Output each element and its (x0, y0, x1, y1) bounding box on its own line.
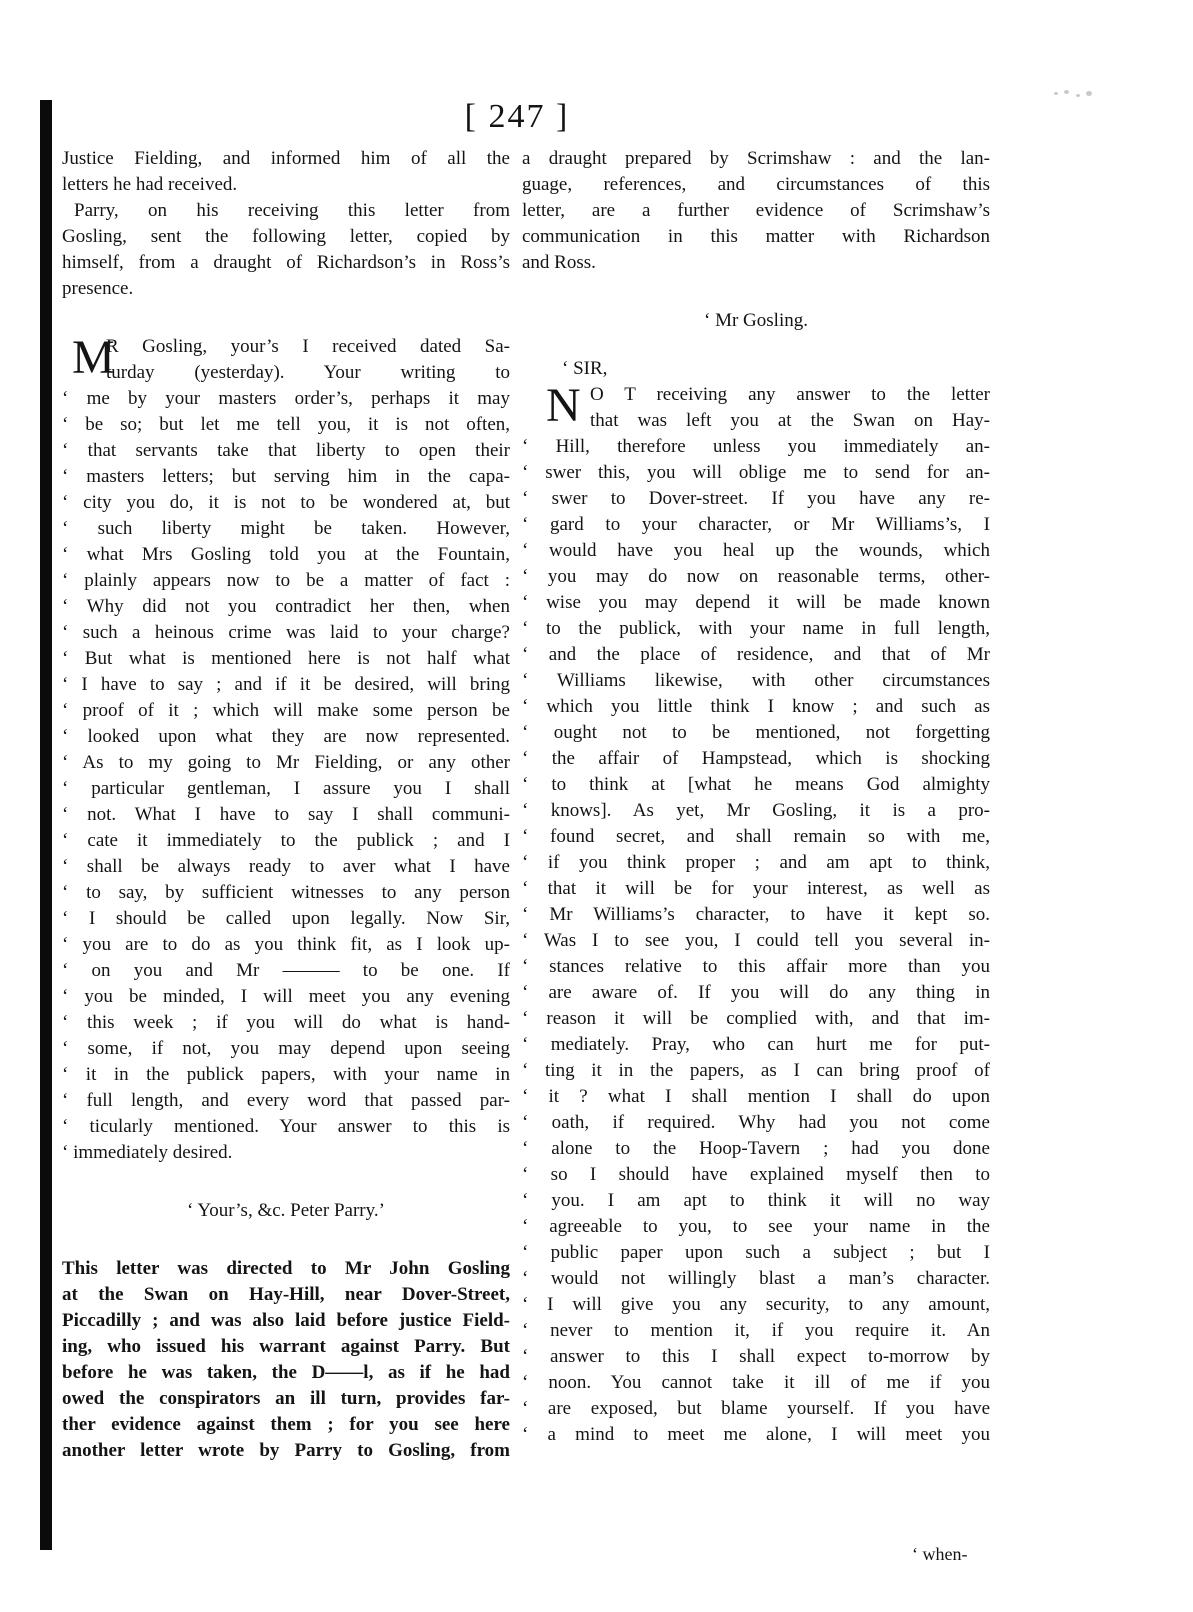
letter-greeting: ‘ SIR, (562, 358, 608, 379)
text-line: Gosling, sent the following letter, copied by (62, 226, 510, 247)
text-line: ‘ swer to Dover-street. If you have any re- (522, 488, 990, 509)
text-line: ing, who issued his warrant against Parry. But (62, 1336, 510, 1357)
text-line: ‘ shall be always ready to aver what I have (62, 856, 510, 877)
text-line: ‘ Why did not you contradict her then, when (62, 596, 510, 617)
text-line: ‘ what Mrs Gosling told you at the Fountain, (62, 544, 510, 565)
text-line: ‘ so I should have explained myself then to (522, 1164, 990, 1185)
text-line: ‘ would not willingly blast a man’s character. (522, 1268, 990, 1289)
text-line: letter, are a further evidence of Scrimshaw’s (522, 200, 990, 221)
text-line: ther evidence against them ; for you see here (62, 1414, 510, 1435)
text-line: ‘ As to my going to Mr Fielding, or any other (62, 752, 510, 773)
text-line: ‘ this week ; if you will do what is hand- (62, 1012, 510, 1033)
text-line: at the Swan on Hay-Hill, near Dover-Street, (62, 1284, 510, 1305)
text-line: Parry, on his receiving this letter from (74, 200, 510, 221)
text-line: ‘ ticularly mentioned. Your answer to this is (62, 1116, 510, 1137)
text-line: ‘ if you think proper ; and am apt to think, (522, 852, 990, 873)
text-line: ‘ mediately. Pray, who can hurt me for put- (522, 1034, 990, 1055)
text-line: O T receiving any answer to the letter (590, 384, 990, 405)
catchword: ‘ when- (912, 1544, 968, 1564)
text-line: ‘ ought not to be mentioned, not forgetting (522, 722, 990, 743)
text-line: ‘ agreeable to you, to see your name in the (522, 1216, 990, 1237)
corner-smudge (1050, 88, 1098, 104)
text-line: ‘ it ? what I shall mention I shall do upon (522, 1086, 990, 1107)
text-line: ‘ such liberty might be taken. However, (62, 518, 510, 539)
text-line: communication in this matter with Richardson (522, 226, 990, 247)
text-line: ‘ and the place of residence, and that of Mr (522, 644, 990, 665)
text-line: R Gosling, your’s I received dated Sa- (106, 336, 510, 357)
text-line: and Ross. (522, 252, 596, 273)
text-line: letters he had received. (62, 174, 238, 195)
text-line: ‘ not. What I have to say I shall communi- (62, 804, 510, 825)
text-line: ‘ I have to say ; and if it be desired, will bring (62, 674, 510, 695)
text-line: ‘ cate it immediately to the publick ; and I (62, 830, 510, 851)
text-line: ‘ to the publick, with your name in full length, (522, 618, 990, 639)
text-line: ‘ a mind to meet me alone, I will meet you (522, 1424, 990, 1445)
text-line: ‘ are exposed, but blame yourself. If you have (522, 1398, 990, 1419)
text-line: ‘ on you and Mr ——— to be one. If (62, 960, 510, 981)
text-line: ‘ I will give you any security, to any amount, (522, 1294, 990, 1315)
text-line: himself, from a draught of Richardson’s in Ross’s (62, 252, 510, 273)
text-line: ‘ public paper upon such a subject ; but I (522, 1242, 990, 1263)
binding-edge (40, 100, 52, 1550)
text-line: ‘ city you do, it is not to be wondered at, but (62, 492, 510, 513)
text-line: guage, references, and circumstances of this (522, 174, 990, 195)
text-line: ‘ to think at [what he means God almighty (522, 774, 990, 795)
letter-opening (522, 379, 990, 434)
text-line: ‘ you are to do as you think fit, as I look up- (62, 934, 510, 955)
text-line: ‘ you may do now on reasonable terms, other- (522, 566, 990, 587)
text-line: ‘ Mr Williams’s character, to have it kept so. (522, 904, 990, 925)
text-line: ‘ swer this, you will oblige me to send for an- (522, 462, 990, 483)
text-line: another letter wrote by Parry to Gosling, from (62, 1440, 510, 1461)
text-line: ‘ reason it will be complied with, and that im- (522, 1008, 990, 1029)
text-line: before he was taken, the D——l, as if he had (62, 1362, 510, 1383)
text-line: that was left you at the Swan on Hay- (590, 410, 990, 431)
text-line: ‘ noon. You cannot take it ill of me if you (522, 1372, 990, 1393)
text-line: ‘ ting it in the papers, as I can bring proof of (522, 1060, 990, 1081)
text-line: ‘ would have you heal up the wounds, which (522, 540, 990, 561)
letter-opening (62, 331, 510, 386)
text-line: ‘ the affair of Hampstead, which is shocking (522, 748, 990, 769)
drop-cap: M (72, 331, 115, 384)
text-line: turday (yesterday). Your writing to (106, 362, 510, 383)
text-line: ‘ be so; but let me tell you, it is not often, (62, 414, 510, 435)
text-line: ‘ to say, by sufficient witnesses to any person (62, 882, 510, 903)
text-line: ‘ you. I am apt to think it will no way (522, 1190, 990, 1211)
right-column (522, 146, 990, 1448)
text-line: ‘ you be minded, I will meet you any evening (62, 986, 510, 1007)
text-line: ‘ But what is mentioned here is not half what (62, 648, 510, 669)
text-line: ‘ full length, and every word that passed par- (62, 1090, 510, 1111)
letter-salutation: ‘ Mr Gosling. (704, 310, 808, 331)
text-line: Justice Fielding, and informed him of all the (62, 148, 510, 169)
text-line: ‘ Williams likewise, with other circumstances (522, 670, 990, 691)
text-line: ‘ Was I to see you, I could tell you several in- (522, 930, 990, 951)
text-line: ‘ that it will be for your interest, as well as (522, 878, 990, 899)
text-line: ‘ masters letters; but serving him in the capa- (62, 466, 510, 487)
text-line: ‘ alone to the Hoop-Tavern ; had you done (522, 1138, 990, 1159)
page-number: [ 247 ] (464, 98, 570, 135)
text-line: ‘ some, if not, you may depend upon seeing (62, 1038, 510, 1059)
text-line: presence. (62, 278, 134, 299)
text-line: ‘ it in the publick papers, with your name in (62, 1064, 510, 1085)
text-line: ‘ proof of it ; which will make some person be (62, 700, 510, 721)
text-line: ‘ particular gentleman, I assure you I shall (62, 778, 510, 799)
text-line: ‘ Hill, therefore unless you immediately an- (522, 436, 990, 457)
text-line: ‘ stances relative to this affair more than you (522, 956, 990, 977)
text-line: ‘ are aware of. If you will do any thing in (522, 982, 990, 1003)
text-line: ‘ such a heinous crime was laid to your charge? (62, 622, 510, 643)
text-line: ‘ knows]. As yet, Mr Gosling, it is a pro- (522, 800, 990, 821)
letter-signature: ‘ Your’s, &c. Peter Parry.’ (187, 1200, 385, 1221)
text-line: ‘ gard to your character, or Mr Williams’s, I (522, 514, 990, 535)
text-line: ‘ me by your masters order’s, perhaps it may (62, 388, 510, 409)
text-line: This letter was directed to Mr John Gosling (62, 1258, 510, 1279)
text-line: ‘ answer to this I shall expect to-morrow by (522, 1346, 990, 1367)
text-line: ‘ found secret, and shall remain so with me, (522, 826, 990, 847)
text-line: ‘ wise you may depend it will be made known (522, 592, 990, 613)
left-column (62, 146, 510, 1464)
text-line: ‘ I should be called upon legally. Now Sir, (62, 908, 510, 929)
text-line: Piccadilly ; and was also laid before justice Field- (62, 1310, 510, 1331)
text-line: ‘ that servants take that liberty to open their (62, 440, 510, 461)
text-line: ‘ which you little think I know ; and such as (522, 696, 990, 717)
text-line: ‘ looked upon what they are now represented. (62, 726, 510, 747)
text-line: ‘ immediately desired. (62, 1142, 233, 1163)
text-line: a draught prepared by Scrimshaw : and the lan- (522, 148, 990, 169)
drop-cap: N (546, 379, 581, 432)
text-line: owed the conspirators an ill turn, provides far- (62, 1388, 510, 1409)
text-line: ‘ plainly appears now to be a matter of fact : (62, 570, 510, 591)
text-line: ‘ never to mention it, if you require it. An (522, 1320, 990, 1341)
text-line: ‘ oath, if required. Why had you not come (522, 1112, 990, 1133)
